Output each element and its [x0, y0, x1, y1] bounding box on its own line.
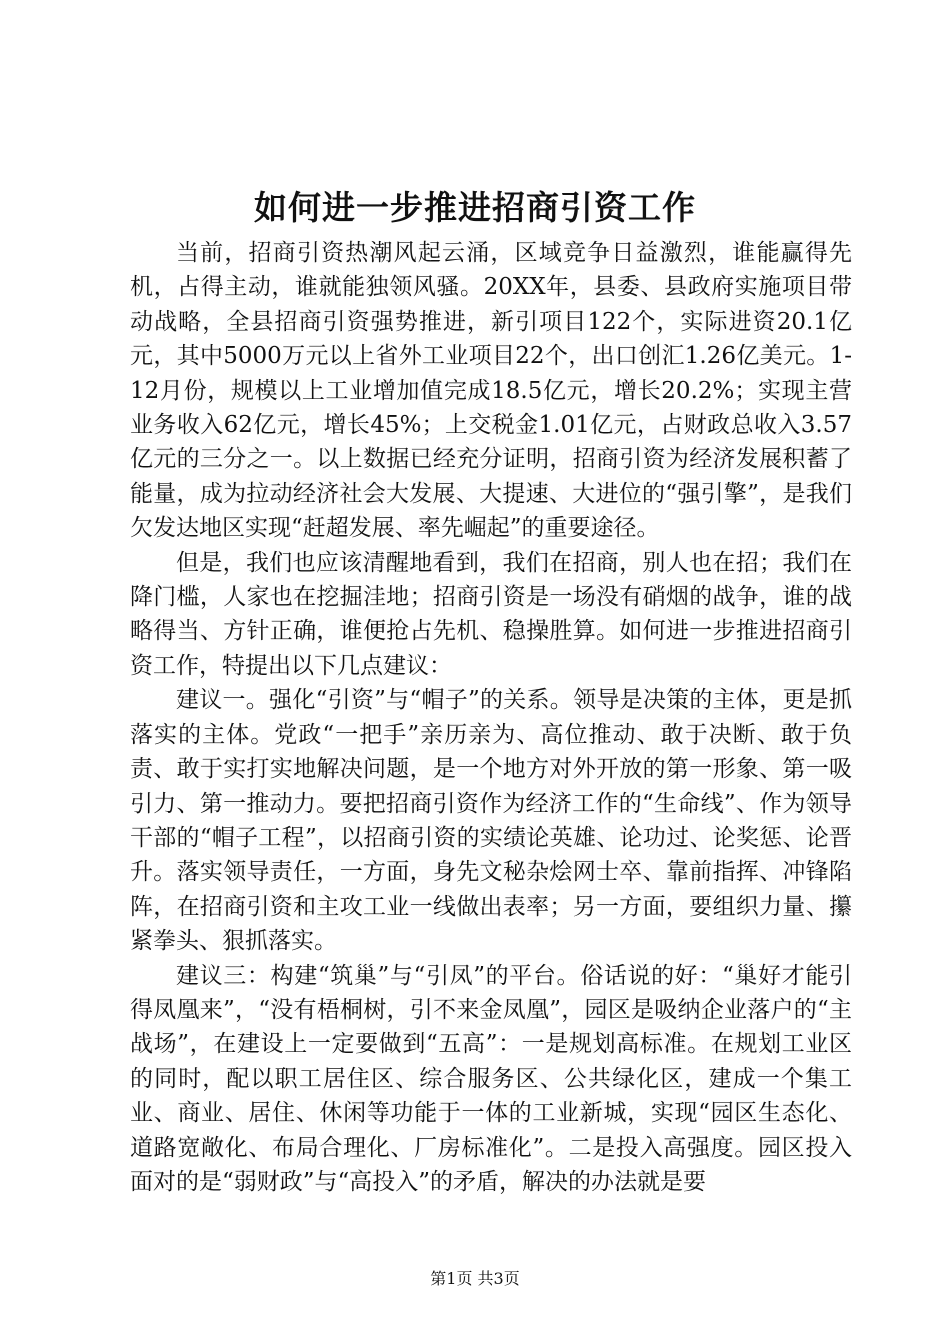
- paragraph-suggestion-one: 建议一。强化“引资”与“帽子”的关系。领导是决策的主体，更是抓落实的主体。党政“一把手”亲历亲为、高位推动、敢于决断、敢于负责、敢于实打实地解决问题，是一个地方对外开放的第一形象、第一吸引力、第一推动力。要把招商引资作为经济工作的“生命线”、作为领导干部的“帽子工程”，以招商引资的实绩论英雄、论功过、论奖惩、论晋升。落实领导责任，一方面，身先文秘杂烩网士卒、靠前指挥、冲锋陷阵，在招商引资和主攻工业一线做出表率；另一方面，要组织力量、攥紧拳头、狠抓落实。: [130, 687, 852, 955]
- document-body: [130, 236, 852, 1199]
- paragraph-challenge: 但是，我们也应该清醒地看到，我们在招商，别人也在招；我们在降门槛，人家也在挖掘洼地；招商引资是一场没有硝烟的战争，谁的战略得当、方针正确，谁便抢占先机、稳操胜算。如何进一步推进招商引资工作，特提出以下几点建议：: [130, 549, 852, 679]
- paragraph-suggestion-three: 建议三：构建“筑巢”与“引凤”的平台。俗话说的好：“巢好才能引得凤凰来”，“没有梧桐树，引不来金凤凰”，园区是吸纳企业落户的“主战场”，在建设上一定要做到“五高”：一是规划高标准。在规划工业区的同时，配以职工居住区、综合服务区、公共绿化区，建成一个集工业、商业、居住、休闲等功能于一体的工业新城，实现“园区生态化、道路宽敞化、布局合理化、厂房标准化”。二是投入高强度。园区投入面对的是“弱财政”与“高投入”的矛盾，解决的办法就是要: [130, 962, 852, 1195]
- paragraph-intro: 当前，招商引资热潮风起云涌，区域竞争日益激烈，谁能赢得先机，占得主动，谁就能独领风骚。20XX年，县委、县政府实施项目带动战略，全县招商引资强势推进，新引项目122个，实际进资20.1亿元，其中5000万元以上省外工业项目22个，出口创汇1.26亿美元。1-12月份，规模以上工业增加值完成18.5亿元，增长20.2%；实现主营业务收入62亿元，增长45%；上交税金1.01亿元，占财政总收入3.57亿元的三分之一。以上数据已经充分证明，招商引资为经济发展积蓄了能量，成为拉动经济社会大发展、大提速、大进位的“强引擎”，是我们欠发达地区实现“赶超发展、率先崛起”的重要途径。: [130, 240, 852, 542]
- page-number-footer: 第1页 共3页: [430, 1269, 520, 1288]
- document-title: 如何进一步推进招商引资工作: [254, 188, 696, 227]
